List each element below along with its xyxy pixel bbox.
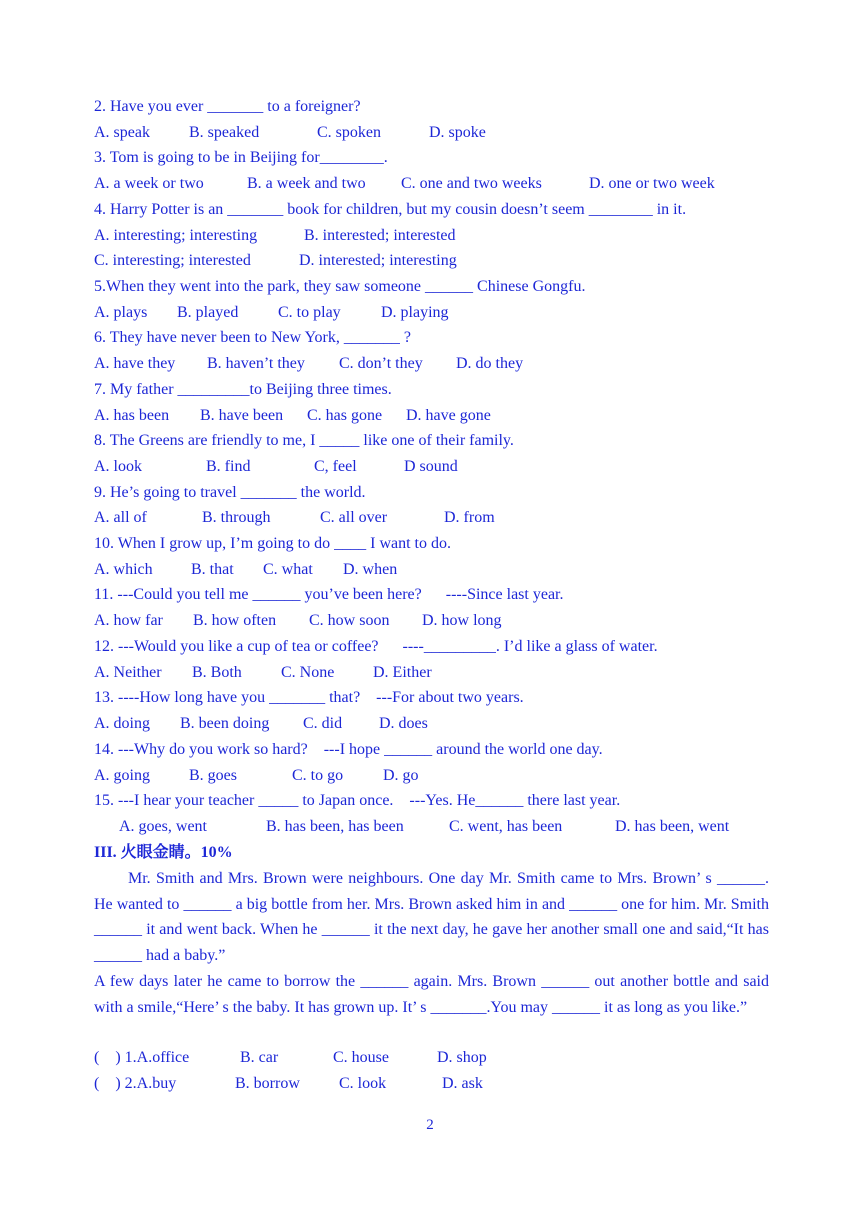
option: C. house xyxy=(333,1049,389,1066)
option: A. how far xyxy=(94,612,163,629)
options-11 xyxy=(94,611,774,631)
option: A. a week or two xyxy=(94,175,204,192)
option: B. have been xyxy=(200,407,284,424)
option: C. one and two weeks xyxy=(401,175,542,192)
option: A. which xyxy=(94,561,153,578)
question-5: 5.When they went into the park, they saw someone ______ Chinese Gongfu. xyxy=(94,278,586,295)
question-4: 4. Harry Potter is an _______ book for children, but my cousin doesn’t seem ________ in it. xyxy=(94,201,687,218)
option: B. Both xyxy=(192,664,242,681)
option: A. going xyxy=(94,767,150,784)
option: B. through xyxy=(202,509,271,526)
question-8: 8. The Greens are friendly to me, I _____ like one of their family. xyxy=(94,432,514,449)
option: B. haven’t they xyxy=(207,355,305,372)
option: D. go xyxy=(383,767,419,784)
question-6: 6. They have never been to New York, _______ ? xyxy=(94,329,411,346)
option: D. does xyxy=(379,715,428,732)
option: C. to play xyxy=(278,304,341,321)
option: A. interesting; interesting xyxy=(94,227,258,244)
item-number: ( ) 2.A.buy xyxy=(94,1075,177,1092)
option: B. interested; interested xyxy=(304,227,456,244)
option: B. car xyxy=(240,1049,279,1066)
option: B. played xyxy=(177,304,239,321)
option: B. goes xyxy=(189,767,237,784)
option: C. went, has been xyxy=(449,818,563,835)
options-4-row-2 xyxy=(94,251,774,271)
options-10 xyxy=(94,560,774,580)
option: B. borrow xyxy=(235,1075,300,1092)
options-3 xyxy=(94,174,774,194)
options-5 xyxy=(94,303,774,323)
option: C. spoken xyxy=(317,124,381,141)
option: B. speaked xyxy=(189,124,260,141)
option: C. what xyxy=(263,561,313,578)
question-9: 9. He’s going to travel _______ the world. xyxy=(94,484,366,501)
page-number: 2 xyxy=(426,1117,434,1133)
option: C. to go xyxy=(292,767,344,784)
option: C. interesting; interested xyxy=(94,252,251,269)
options-12 xyxy=(94,663,774,683)
option: D. ask xyxy=(442,1075,483,1092)
option: D. has been, went xyxy=(615,818,730,835)
option: D. Either xyxy=(373,664,432,681)
option: B. that xyxy=(191,561,234,578)
option: A. all of xyxy=(94,509,147,526)
option: C. None xyxy=(281,664,335,681)
option: C. look xyxy=(339,1075,387,1092)
options-2 xyxy=(94,123,774,143)
option: A. has been xyxy=(94,407,170,424)
option: C. don’t they xyxy=(339,355,423,372)
option: D sound xyxy=(404,458,458,475)
option: A. speak xyxy=(94,124,150,141)
option: B. how often xyxy=(193,612,277,629)
option: A. goes, went xyxy=(119,818,207,835)
options-13 xyxy=(94,714,774,734)
option: A. plays xyxy=(94,304,148,321)
option: B. been doing xyxy=(180,715,270,732)
question-15: 15. ---I hear your teacher _____ to Japan once. ---Yes. He______ there last year. xyxy=(94,792,621,809)
item-number: ( ) 1.A.office xyxy=(94,1049,190,1066)
option: A. doing xyxy=(94,715,150,732)
options-9 xyxy=(94,508,774,528)
option: D. when xyxy=(343,561,398,578)
options-15 xyxy=(94,817,774,837)
option: D. have gone xyxy=(406,407,491,424)
question-11: 11. ---Could you tell me ______ you’ve been here? ----Since last year. xyxy=(94,586,564,603)
question-10: 10. When I grow up, I’m going to do ____ I want to do. xyxy=(94,535,451,552)
option: D. shop xyxy=(437,1049,487,1066)
option: D. spoke xyxy=(429,124,486,141)
passage-paragraph-1: Mr. Smith and Mrs. Brown were neighbours. One day Mr. Smith came to Mrs. Brown’ s ______. He wanted to ______ a big bottle from her. Mrs. Brown asked him in and ______ one for him. Mr. Smith ______ it and went back. When he ______ it the next day, he gave her another small one and said,“It has ______ had a baby.” xyxy=(94,870,769,965)
option: C. did xyxy=(303,715,343,732)
option: C, feel xyxy=(314,458,357,475)
option: D. how long xyxy=(422,612,502,629)
options-14 xyxy=(94,766,774,786)
options-4-row-1 xyxy=(94,226,774,246)
option: D. from xyxy=(444,509,495,526)
option: B. find xyxy=(206,458,251,475)
question-3: 3. Tom is going to be in Beijing for________. xyxy=(94,149,388,166)
question-7: 7. My father _________to Beijing three times. xyxy=(94,381,392,398)
option: A. look xyxy=(94,458,142,475)
option: A. have they xyxy=(94,355,176,372)
section-heading: III. 火眼金睛。10% xyxy=(94,844,233,861)
option: B. has been, has been xyxy=(266,818,404,835)
cloze-item-2 xyxy=(94,1074,774,1094)
option: C. all over xyxy=(320,509,388,526)
option: B. a week and two xyxy=(247,175,366,192)
question-14: 14. ---Why do you work so hard? ---I hope ______ around the world one day. xyxy=(94,741,603,758)
option: D. playing xyxy=(381,304,449,321)
options-7 xyxy=(94,406,774,426)
option: D. do they xyxy=(456,355,524,372)
question-13: 13. ----How long have you _______ that? ---For about two years. xyxy=(94,689,524,706)
option: D. interested; interesting xyxy=(299,252,457,269)
option: C. how soon xyxy=(309,612,390,629)
options-6 xyxy=(94,354,774,374)
passage-paragraph-2: A few days later he came to borrow the ______ again. Mrs. Brown ______ out another bottle and said with a smile,“Here’ s the baby. It has grown up. It’ s _______.You may ______ it as long as you like.” xyxy=(94,973,769,1016)
option: D. one or two week xyxy=(589,175,715,192)
question-12: 12. ---Would you like a cup of tea or coffee? ----_________. I’d like a glass of water. xyxy=(94,638,658,655)
option: C. has gone xyxy=(307,407,383,424)
option: A. Neither xyxy=(94,664,162,681)
question-2: 2. Have you ever _______ to a foreigner? xyxy=(94,98,361,115)
cloze-item-1 xyxy=(94,1048,774,1068)
options-8 xyxy=(94,457,774,477)
